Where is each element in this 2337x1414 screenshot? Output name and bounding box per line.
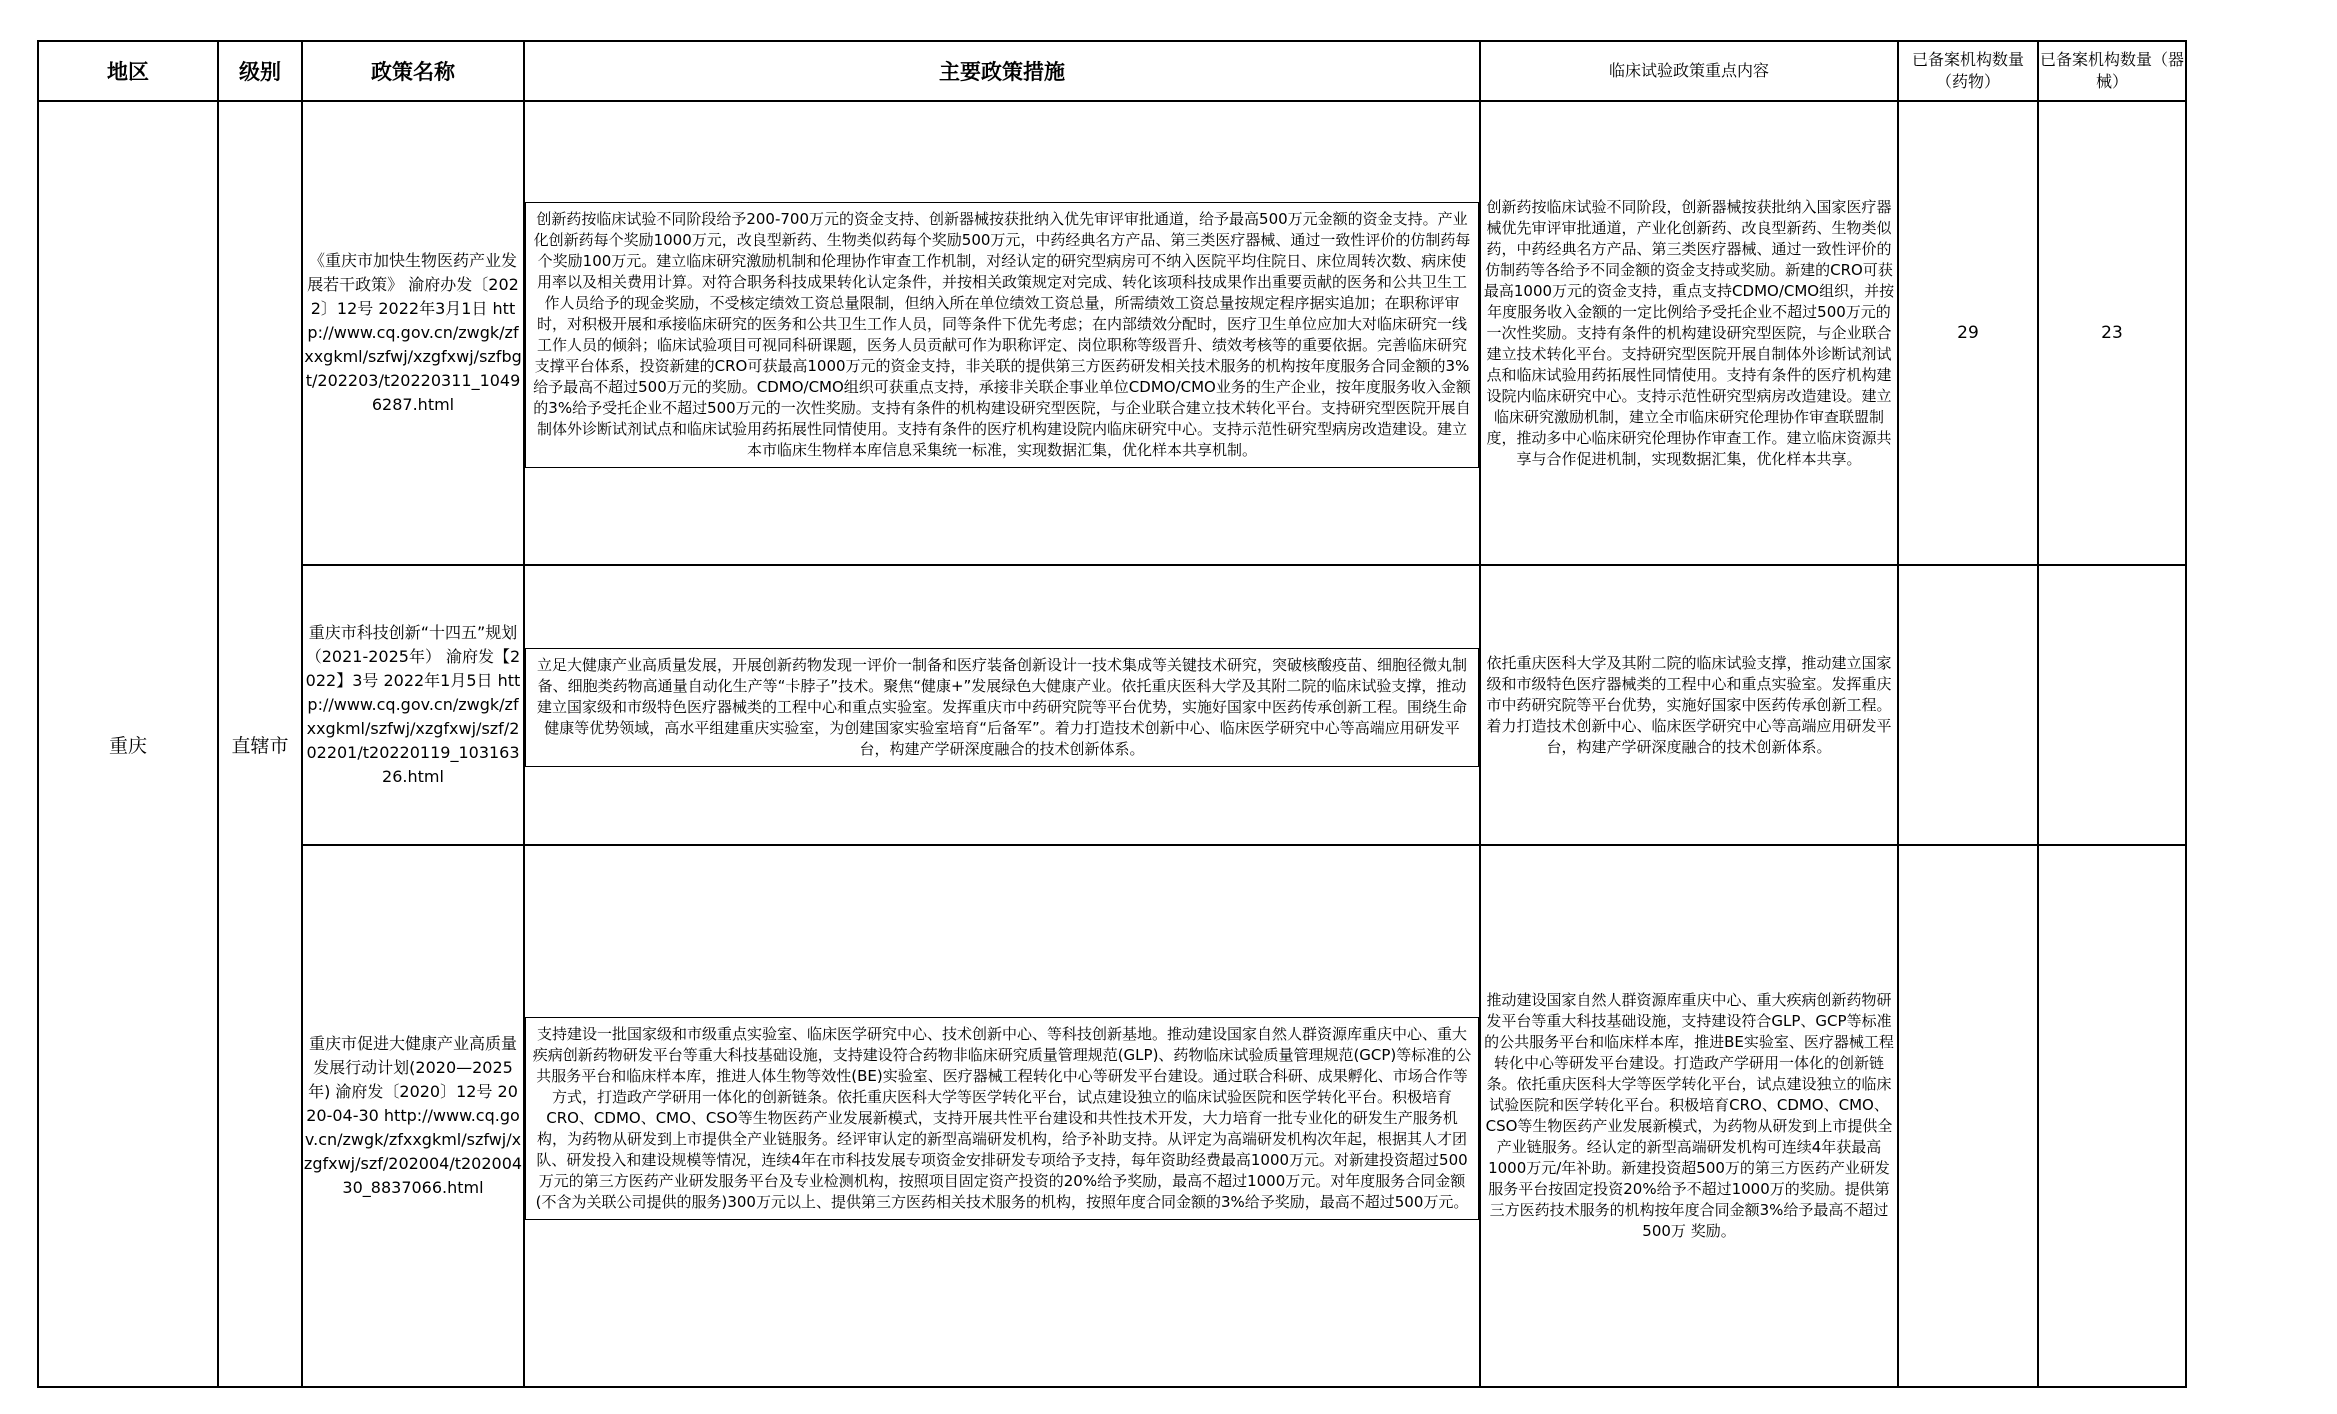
trial-focus-cell: 创新药按临床试验不同阶段，创新器械按获批纳入国家医疗器械优先审评审批通道，产业化创新药、改良型新药、生物类似药，中药经典名方产品、第三类医疗器械、通过一致性评价的仿制药等各给予不同金额的资金支持或奖励。新建的CRO可获最高1000万元的资金支持，重点支持CDMO/CMO组织，并按年度服务收入金额的一定比例给予受托企业不超过500万元的一次性奖励。支持有条件的机构建设研究型医院，与企业联合建立技术转化平台。支持研究型医院开展自制体外诊断试剂试点和临床试验用药拓展性同情使用。支持有条件的医疗机构建设院内临床研究中心。支持示范性研究型病房改造建设。建立临床研究激励机制，建立全市临床研究伦理协作审查联盟制度，推动多中心临床研究伦理协作审查工作。建立临床资源共享与合作促进机制，实现数据汇集，优化样本共享。 — [1480, 101, 1898, 565]
main-measures-cell — [524, 845, 1480, 1387]
policy-name-cell: 《重庆市加快生物医药产业发展若干政策》 渝府办发〔2022〕12号 2022年3月1日 http://www.cq.gov.cn/zwgk/zfxxgkml/szfwj/xzgfxwj/szfbgt/202203/t20220311_10496287.html — [302, 101, 524, 565]
header-count-device: 已备案机构数量（器械） — [2038, 41, 2186, 101]
main-measures-cell — [524, 101, 1480, 565]
policy-name-cell: 重庆市科技创新“十四五”规划（2021-2025年） 渝府发【2022】3号 2022年1月5日 http://www.cq.gov.cn/zwgk/zfxxgkml/szfwj/xzgfxwj/szf/202201/t20220119_10316326.html — [302, 565, 524, 845]
header-row — [38, 41, 2186, 101]
header-level: 级别 — [218, 41, 302, 101]
count-device-cell — [2038, 565, 2186, 845]
table-row — [38, 565, 2186, 845]
trial-focus-cell: 依托重庆医科大学及其附二院的临床试验支撑，推动建立国家级和市级特色医疗器械类的工程中心和重点实验室。发挥重庆市中药研究院等平台优势，实施好国家中医药传承创新工程。着力打造技术创新中心、临床医学研究中心等高端应用研发平台，构建产学研深度融合的技术创新体系。 — [1480, 565, 1898, 845]
count-drug-cell — [1898, 565, 2038, 845]
header-count-drug: 已备案机构数量（药物） — [1898, 41, 2038, 101]
main-measures-text: 支持建设一批国家级和市级重点实验室、临床医学研究中心、技术创新中心、等科技创新基地。推动建设国家自然人群资源库重庆中心、重大疾病创新药物研发平台等重大科技基础设施，支持建设符合药物非临床研究质量管理规范(GLP)、药物临床试验质量管理规范(GCP)等标准的公共服务平台和临床样本库，推进人体生物等效性(BE)实验室、医疗器械工程转化中心等研发平台建设。通过联合科研、成果孵化、市场合作等方式，打造政产学研用一体化的创新链条。依托重庆医科大学等医学转化平台，试点建设独立的临床试验医院和医学转化平台。积极培育CRO、CDMO、CMO、CSO等生物医药产业发展新模式，支持开展共性平台建设和共性技术开发，大力培育一批专业化的研发生产服务机构，为药物从研发到上市提供全产业链服务。经评审认定的新型高端研发机构，给予补助支持。从评定为高端研发机构次年起，根据其人才团队、研发投入和建设规模等情况，连续4年在市科技发展专项资金安排研发专项给予支持，每年资助经费最高1000万元。对新建投资超过500万元的第三方医药产业研发服务平台及专业检测机构，按照项目固定资产投资的20%给予奖励，最高不超过1000万元。对年度服务合同金额(不含为关联公司提供的服务)300万元以上、提供第三方医药相关技术服务的机构，按照年度合同金额的3%给予奖励，最高不超过500万元。 — [525, 1017, 1479, 1220]
header-policy-name: 政策名称 — [302, 41, 524, 101]
header-region: 地区 — [38, 41, 218, 101]
count-device-cell — [2038, 845, 2186, 1387]
table-row — [38, 845, 2186, 1387]
header-main-measures: 主要政策措施 — [524, 41, 1480, 101]
level-cell: 直辖市 — [218, 101, 302, 1387]
region-cell: 重庆 — [38, 101, 218, 1387]
table-row — [38, 101, 2186, 565]
policy-table — [37, 40, 2187, 1388]
policy-name-cell: 重庆市促进大健康产业高质量发展行动计划(2020—2025年) 渝府发〔2020〕12号 2020-04-30 http://www.cq.gov.cn/zwgk/zfxxgkml/szfwj/xzgfxwj/szf/202004/t20200430_8837066.html — [302, 845, 524, 1387]
main-measures-cell — [524, 565, 1480, 845]
count-drug-cell: 29 — [1898, 101, 2038, 565]
count-drug-cell — [1898, 845, 2038, 1387]
main-measures-text: 立足大健康产业高质量发展，开展创新药物发现一评价一制备和医疗装备创新设计一技术集成等关键技术研究，突破核酸疫苗、细胞径微丸制备、细胞类药物高通量自动化生产等“卡脖子”技术。聚焦“健康+”发展绿色大健康产业。依托重庆医科大学及其附二院的临床试验支撑，推动建立国家级和市级特色医疗器械类的工程中心和重点实验室。发挥重庆市中药研究院等平台优势，实施好国家中医药传承创新工程。围绕生命健康等优势领域，高水平组建重庆实验室，为创建国家实验室培育“后备军”。着力打造技术创新中心、临床医学研究中心等高端应用研发平台，构建产学研深度融合的技术创新体系。 — [525, 648, 1479, 767]
header-trial-focus: 临床试验政策重点内容 — [1480, 41, 1898, 101]
trial-focus-cell: 推动建设国家自然人群资源库重庆中心、重大疾病创新药物研发平台等重大科技基础设施，支持建设符合GLP、GCP等标准的公共服务平台和临床样本库，推进BE实验室、医疗器械工程转化中心等研发平台建设。打造政产学研用一体化的创新链条。依托重庆医科大学等医学转化平台，试点建设独立的临床试验医院和医学转化平台。积极培育CRO、CDMO、CMO、CSO等生物医药产业发展新模式，为药物从研发到上市提供全产业链服务。经认定的新型高端研发机构可连续4年获最高1000万元/年补助。新建投资超500万的第三方医药产业研发服务平台按固定投资20%给予不超过1000万的奖励。提供第三方医药技术服务的机构按年度合同金额3%给予最高不超过500万 奖励。 — [1480, 845, 1898, 1387]
count-device-cell: 23 — [2038, 101, 2186, 565]
main-measures-text: 创新药按临床试验不同阶段给予200-700万元的资金支持、创新器械按获批纳入优先审评审批通道，给予最高500万元金额的资金支持。产业化创新药每个奖励1000万元，改良型新药、生物类似药每个奖励500万元，中药经典名方产品、第三类医疗器械、通过一致性评价的仿制药每个奖励100万元。建立临床研究激励机制和伦理协作审查工作机制，对经认定的研究型病房可不纳入医院平均住院日、床位周转次数、病床使用率以及相关费用计算。对符合职务科技成果转化认定条件，并按相关政策规定对完成、转化该项科技成果作出重要贡献的医务和公共卫生工作人员给予的现金奖励，不受核定绩效工资总量限制，但纳入所在单位绩效工资总量，所需绩效工资总量按规定程序据实追加；在职称评审时，对积极开展和承接临床研究的医务和公共卫生工作人员，同等条件下优先考虑；在内部绩效分配时，医疗卫生单位应加大对临床研究一线工作人员的倾斜；临床试验项目可视同科研课题，医务人员贡献可作为职称评定、岗位职称等级晋升、绩效考核等的重要依据。完善临床研究支撑平台体系，投资新建的CRO可获最高1000万元的资金支持，非关联的提供第三方医药研发相关技术服务的机构按年度服务合同金额的3%给予最高不超过500万元的奖励。CDMO/CMO组织可获重点支持，承接非关联企事业单位CDMO/CMO业务的生产企业，按年度服务收入金额的3%给予受托企业不超过500万元的一次性奖励。支持有条件的机构建设研究型医院，与企业联合建立技术转化平台。支持研究型医院开展自制体外诊断试剂试点和临床试验用药拓展性同情使用。支持有条件的医疗机构建设院内临床研究中心。支持示范性研究型病房改造建设。建立本市临床生物样本库信息采集统一标准，实现数据汇集，优化样本共享机制。 — [525, 202, 1479, 468]
